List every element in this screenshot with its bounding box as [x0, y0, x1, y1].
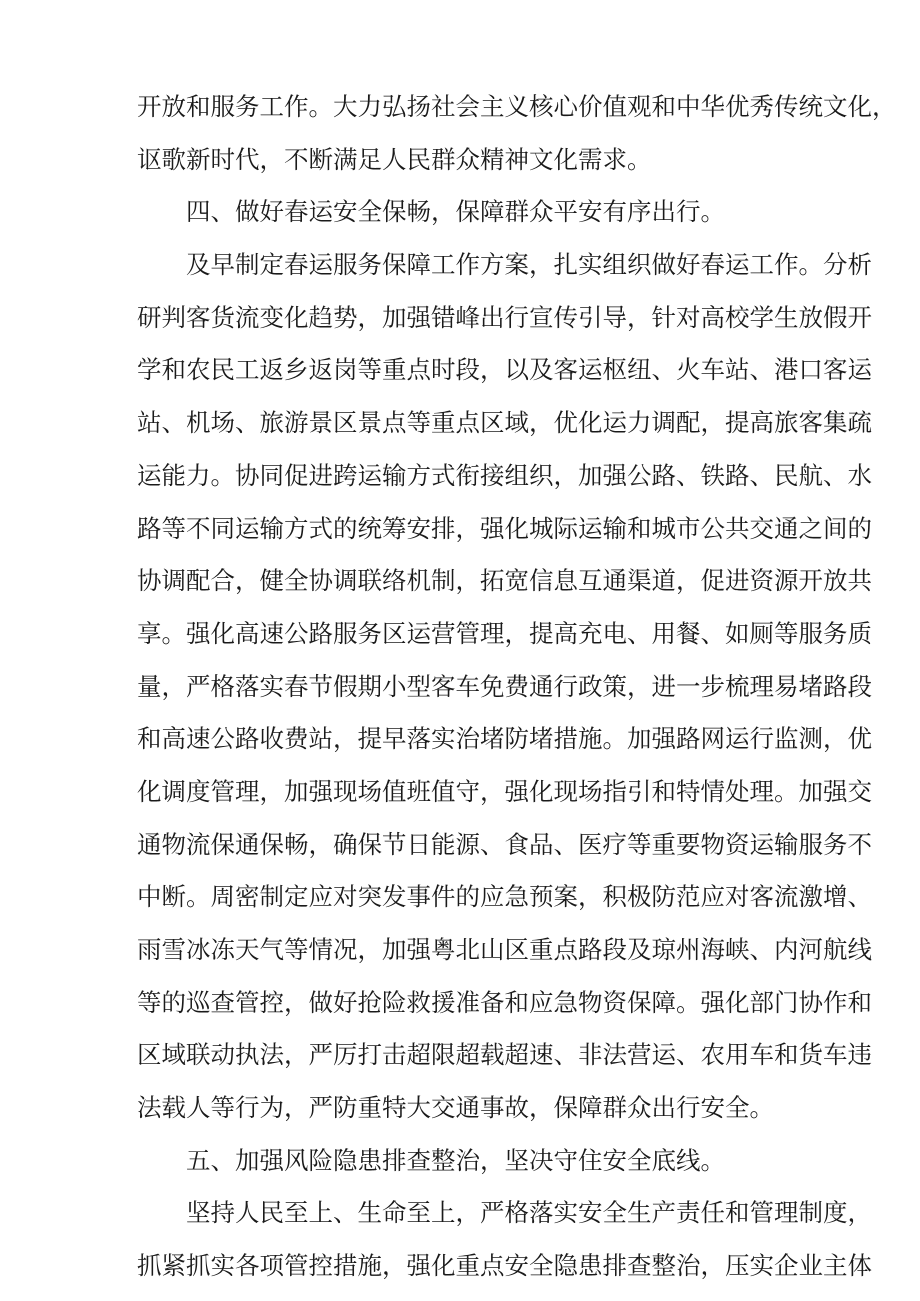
text-line: 中断。周密制定应对突发事件的应急预案，积极防范应对客流激增、: [137, 882, 872, 912]
paragraph-spring-transport: [137, 247, 872, 1125]
text-line: 坚持人民至上、生命至上，严格落实安全生产责任和管理制度，: [186, 1198, 872, 1228]
text-line: 通物流保通保畅，确保节日能源、食品、医疗等重要物资运输服务不: [137, 829, 872, 859]
paragraph-continuation: [137, 89, 897, 177]
section-heading-5: [137, 1143, 797, 1178]
text-line: 及早制定春运服务保障工作方案，扎实组织做好春运工作。分析: [186, 250, 872, 280]
document-page: [137, 89, 897, 1283]
heading-line: 四、做好春运安全保畅，保障群众平安有序出行。: [186, 197, 725, 227]
text-line: 学和农民工返乡返岗等重点时段，以及客运枢纽、火车站、港口客运: [137, 355, 872, 385]
text-line: 抓紧抓实各项管控措施，强化重点安全隐患排查整治，压实企业主体: [137, 1251, 872, 1281]
text-line: 法载人等行为，严防重特大交通事故，保障群众出行安全。: [137, 1093, 774, 1123]
text-line: 开放和服务工作。大力弘扬社会主义核心价值观和中华优秀传统文化，: [137, 92, 897, 121]
text-line: 协调配合，健全协调联络机制，拓宽信息互通渠道，促进资源开放共: [137, 566, 872, 596]
text-line: 路等不同运输方式的统筹安排，强化城际运输和城市公共交通之间的: [137, 513, 872, 543]
text-line: 和高速公路收费站，提早落实治堵防堵措施。加强路网运行监测，优: [137, 724, 872, 754]
text-line: 享。强化高速公路服务区运营管理，提高充电、用餐、如厕等服务质: [137, 618, 872, 648]
text-line: 量，严格落实春节假期小型客车免费通行政策，进一步梳理易堵路段: [137, 671, 872, 701]
text-line: 化调度管理，加强现场值班值守，强化现场指引和特情处理。加强交: [137, 776, 872, 806]
text-line: 运能力。协同促进跨运输方式衔接组织，加强公路、铁路、民航、水: [137, 460, 872, 490]
paragraph-safety: [137, 1195, 872, 1283]
text-line: 讴歌新时代，不断满足人民群众精神文化需求。: [137, 144, 652, 174]
text-line: 等的巡查管控，做好抢险救援准备和应急物资保障。强化部门协作和: [137, 987, 872, 1017]
text-line: 区域联动执法，严厉打击超限超载超速、非法营运、农用车和货车违: [137, 1040, 872, 1070]
text-line: 雨雪冰冻天气等情况，加强粤北山区重点路段及琼州海峡、内河航线: [137, 935, 872, 964]
section-heading-4: [137, 194, 797, 229]
text-line: 研判客货流变化趋势，加强错峰出行宣传引导，针对高校学生放假开: [137, 302, 872, 332]
text-line: 站、机场、旅游景区景点等重点区域，优化运力调配，提高旅客集疏: [137, 408, 872, 438]
heading-line: 五、加强风险隐患排查整治，坚决守住安全底线。: [186, 1145, 725, 1175]
